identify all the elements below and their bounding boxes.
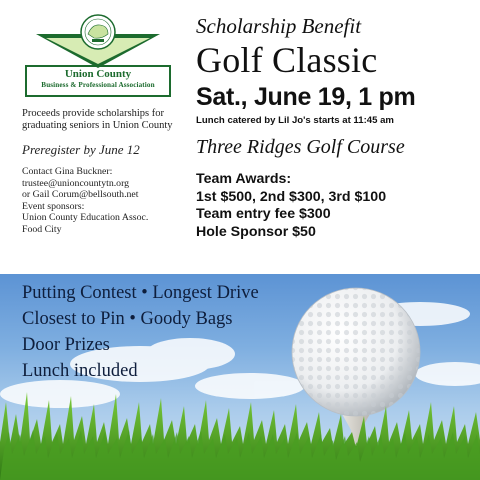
- contact-line: Contact Gina Buckner:: [22, 166, 113, 177]
- lunch-note: Lunch catered by Lil Jo's starts at 11:45 am: [196, 115, 394, 126]
- feature-item: Closest to Pin • Goody Bags: [22, 309, 233, 329]
- awards-line: Team entry fee $300: [196, 206, 331, 222]
- event-title: Golf Classic: [196, 40, 378, 80]
- awards-line: Team Awards:: [196, 171, 292, 187]
- logo-subtitle: Business & Professional Association: [41, 81, 155, 89]
- course-name: Three Ridges Golf Course: [196, 136, 405, 158]
- proceeds-text: Proceeds provide scholarships for graduating seniors in Union County: [22, 108, 173, 131]
- contact-info: [22, 166, 190, 235]
- feature-item: Lunch included: [22, 361, 138, 381]
- contact-line: Food City: [22, 223, 62, 235]
- contact-line: trustee@unioncountytn.org: [22, 177, 130, 189]
- contact-line: or Gail Corum@bellsouth.net: [22, 189, 139, 200]
- event-subtitle: Scholarship Benefit: [196, 14, 362, 38]
- awards-list: [196, 171, 476, 241]
- awards-line: 1st $500, 2nd $300, 3rd $100: [196, 188, 387, 205]
- contact-line: Event sponsors:: [22, 200, 85, 212]
- contact-line: Union County Education Assoc.: [22, 212, 149, 223]
- awards-line: Hole Sponsor $50: [196, 223, 316, 240]
- golf-photo: [0, 274, 480, 480]
- left-column: [22, 108, 190, 235]
- feature-item: Putting Contest • Longest Drive: [22, 283, 259, 303]
- event-details: [196, 14, 476, 241]
- logo-name: Union County: [64, 68, 132, 80]
- feature-item: Door Prizes: [22, 335, 110, 355]
- preregister-deadline: Preregister by June 12: [22, 142, 140, 157]
- event-date: Sat., June 19, 1 pm: [196, 83, 416, 111]
- union-county-logo: [22, 12, 174, 98]
- features-list: [22, 280, 322, 384]
